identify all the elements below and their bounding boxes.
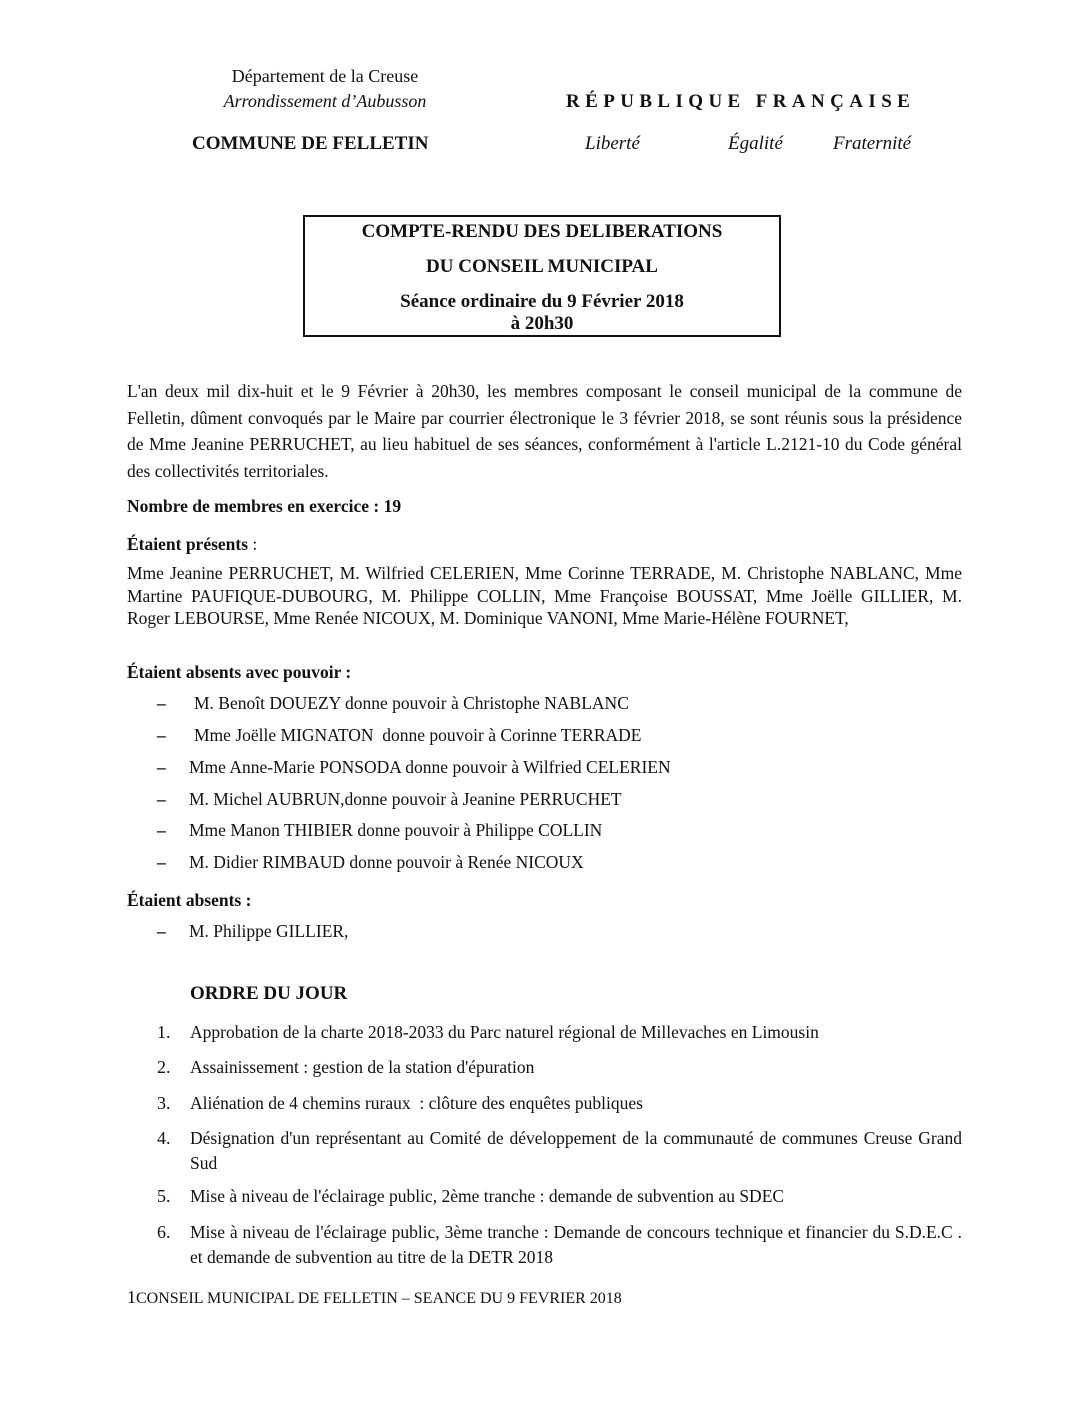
members-count: Nombre de membres en exercice : 19 bbox=[127, 496, 402, 516]
dash-bullet: – bbox=[157, 693, 166, 713]
absent-item: M. Philippe GILLIER, bbox=[189, 921, 349, 941]
title-box bbox=[303, 215, 781, 337]
absent-proxy-heading: Étaient absents avec pouvoir : bbox=[127, 662, 352, 682]
agenda-number: 3. bbox=[157, 1093, 171, 1113]
agenda-title: ORDRE DU JOUR bbox=[190, 983, 348, 1004]
footer-text: CONSEIL MUNICIPAL DE FELLETIN – SEANCE DU 9 FEVRIER 2018 bbox=[136, 1290, 622, 1307]
page-footer bbox=[127, 1287, 622, 1308]
agenda-text: Désignation d'un représentant au Comité de développement de la communauté de communes Creuse Grand Sud bbox=[190, 1128, 962, 1173]
present-list: Mme Jeanine PERRUCHET, M. Wilfried CELERIEN, Mme Corinne TERRADE, M. Christophe NABLANC, Mme Martine PAUFIQUE-DUBOURG, M. Philippe COLLIN, Mme Françoise BOUSSAT, Mme Joëlle GILLIER, M. Roger LEBOURSE, Mme Renée NICOUX, M. Dominique VANONI, Mme Marie-Hélène FOURNET, bbox=[127, 563, 962, 628]
dash-bullet: – bbox=[157, 757, 166, 777]
agenda-number: 4. bbox=[157, 1128, 171, 1148]
motto-egalite: Égalité bbox=[728, 133, 783, 154]
intro-paragraph: L'an deux mil dix-huit et le 9 Février à 20h30, les membres composant le conseil municipal de la commune de Felletin, dûment convoqués par le Maire par courrier électronique le 3 février 2018, se sont réunis sous la présidence de Mme Jeanine PERRUCHET, au lieu habituel de ses séances, conformément à l'article L.2121-10 du Code général des collectivités territoriales. bbox=[127, 381, 962, 481]
session-time: à 20h30 bbox=[510, 313, 574, 334]
arrondissement-label: Arrondissement d’Aubusson bbox=[223, 91, 427, 111]
agenda-text: Assainissement : gestion de la station d'épuration bbox=[190, 1057, 535, 1077]
department-label: Département de la Creuse bbox=[231, 66, 419, 86]
proxy-item: Mme Joëlle MIGNATON donne pouvoir à Corinne TERRADE bbox=[194, 725, 642, 745]
agenda-text: Mise à niveau de l'éclairage public, 2ème tranche : demande de subvention au SDEC bbox=[190, 1186, 785, 1206]
dash-bullet: – bbox=[157, 725, 166, 745]
page-number: 1 bbox=[127, 1287, 136, 1307]
dash-bullet: – bbox=[157, 921, 166, 941]
motto-liberte: Liberté bbox=[585, 133, 640, 154]
dash-bullet: – bbox=[157, 789, 166, 809]
proxy-item: Mme Anne-Marie PONSODA donne pouvoir à Wilfried CELERIEN bbox=[189, 757, 671, 777]
agenda-number: 2. bbox=[157, 1057, 171, 1077]
republic-title: RÉPUBLIQUE FRANÇAISE bbox=[566, 91, 916, 112]
proxy-item: M. Michel AUBRUN,donne pouvoir à Jeanine PERRUCHET bbox=[189, 789, 622, 809]
dash-bullet: – bbox=[157, 852, 166, 872]
title-line-1: COMPTE-RENDU DES DELIBERATIONS bbox=[361, 221, 723, 242]
proxy-item: M. Benoît DOUEZY donne pouvoir à Christophe NABLANC bbox=[194, 693, 629, 713]
session-date: Séance ordinaire du 9 Février 2018 bbox=[400, 291, 684, 312]
agenda-number: 1. bbox=[157, 1022, 171, 1042]
absent-heading: Étaient absents : bbox=[127, 890, 252, 910]
title-line-2: DU CONSEIL MUNICIPAL bbox=[426, 256, 658, 277]
agenda-text: Mise à niveau de l'éclairage public, 3ème tranche : Demande de concours technique et financier du S.D.E.C . et demande de subvention au titre de la DETR 2018 bbox=[190, 1222, 962, 1267]
present-label: Étaient présents bbox=[127, 534, 249, 554]
commune-name: COMMUNE DE FELLETIN bbox=[192, 133, 429, 154]
agenda-text: Aliénation de 4 chemins ruraux : clôture des enquêtes publiques bbox=[190, 1093, 643, 1113]
proxy-item: Mme Manon THIBIER donne pouvoir à Philippe COLLIN bbox=[189, 820, 603, 840]
proxy-item: M. Didier RIMBAUD donne pouvoir à Renée NICOUX bbox=[189, 852, 584, 872]
dash-bullet: – bbox=[157, 820, 166, 840]
agenda-number: 5. bbox=[157, 1186, 171, 1206]
agenda-number: 6. bbox=[157, 1222, 171, 1242]
agenda-text: Approbation de la charte 2018-2033 du Parc naturel régional de Millevaches en Limousin bbox=[190, 1022, 819, 1042]
motto-fraternite: Fraternité bbox=[833, 133, 912, 154]
present-heading bbox=[127, 534, 257, 555]
present-label-suffix: : bbox=[248, 534, 258, 554]
